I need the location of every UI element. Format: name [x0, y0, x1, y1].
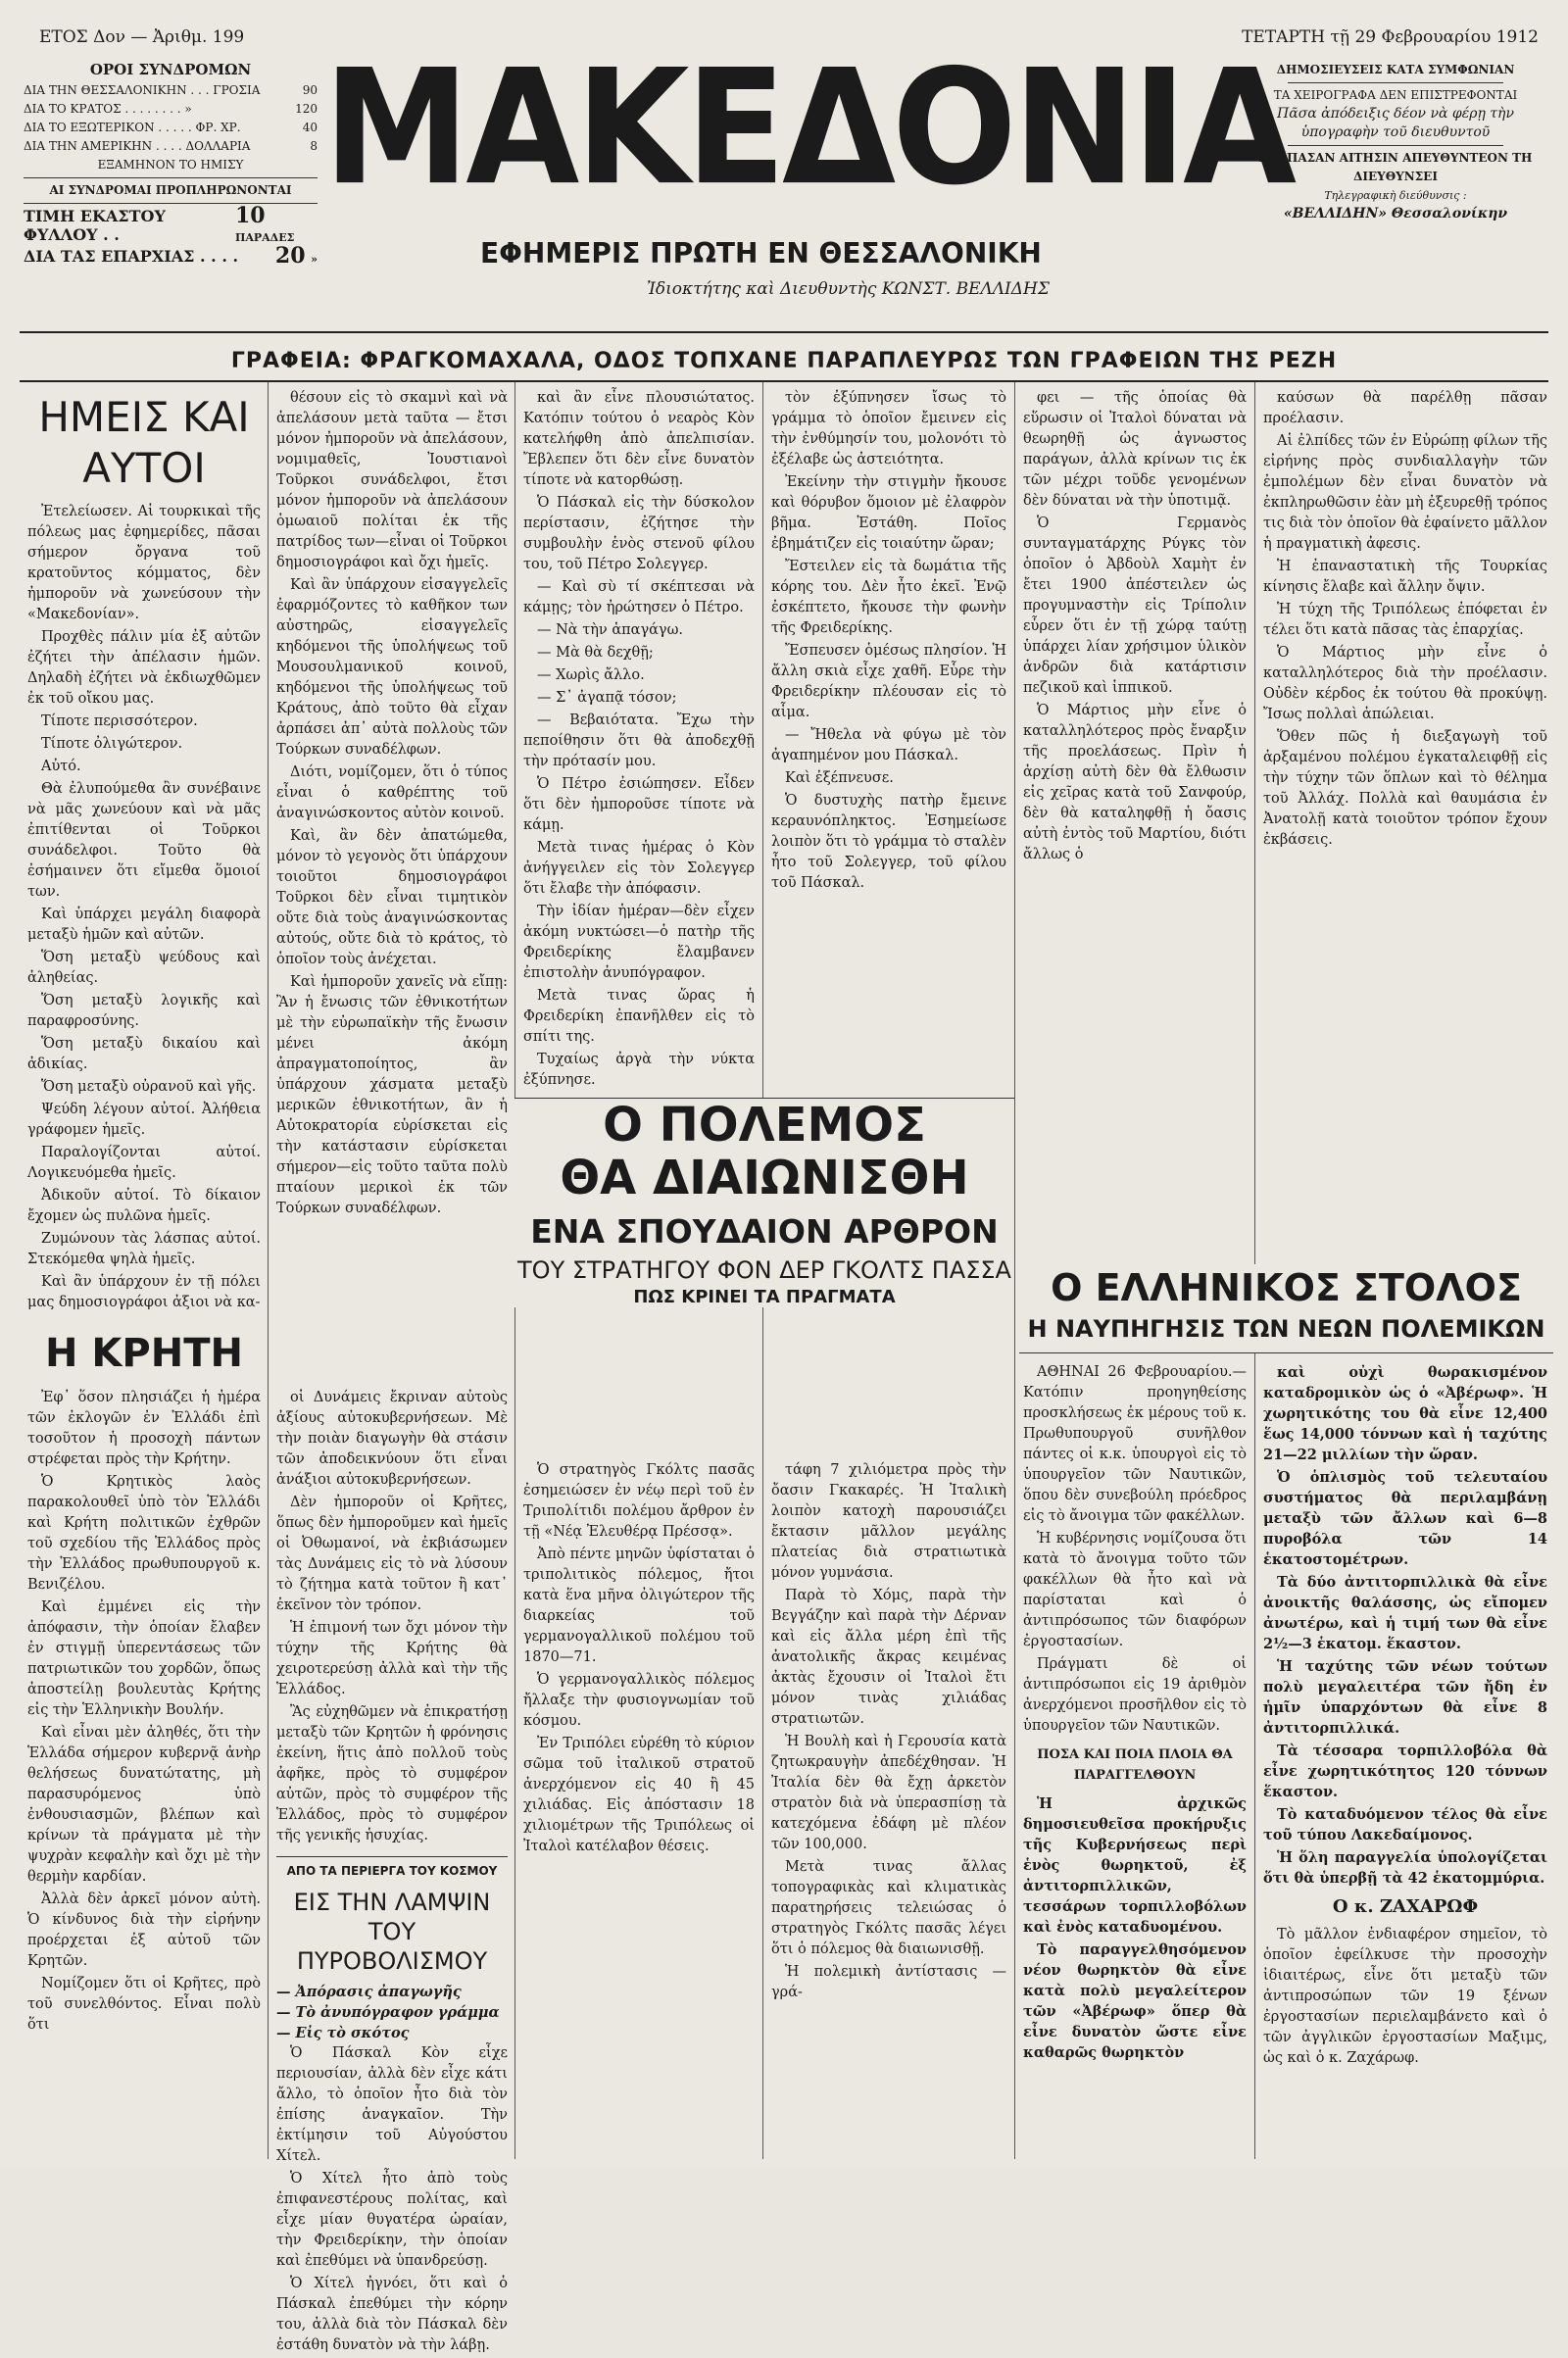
headline-arthron: ΕΝΑ ΣΠΟΥΔΑΙΟΝ ΑΡΘΡΟΝ: [530, 1212, 999, 1251]
paragraph: Ὁ Πάσκαλ εἰς τὴν δύσκολον περίστασιν, ἐζήτησε τὴν συμβουλὴν ἑνὸς στενοῦ φίλου του, τοῦ Πέτρο Σολεγγερ.: [523, 495, 755, 572]
paragraph: — Χωρὶς ἄλλο.: [537, 667, 645, 683]
paragraph: καὶ ἂν εἶνε πλουσιώτατος. Κατόπιν τούτου ὁ νεαρὸς Κὸν κατελήφθη ἀπὸ ἀπελπισίαν. Ἔβλεπεν ὅτι δὲν εἶνε δυνατὸν τίποτε νὰ κατορθώσῃ.: [523, 390, 755, 488]
paragraph: Καὶ ἡμποροῦν χανεῖς νὰ εἴπῃ: Ἂν ἡ ἔνωσις τῶν ἐθνικοτήτων μὲ τὴν εὐρωπαϊκὴν τῆς ἔνωσιν μένει ἀκόμη ἀπραγματοποίητος, ἂν ὑπάρχουν χάσματα μεταξὺ μερικῶν ἐθνικοτήτων, ἂν ἡ Αὐτοκρατορία εὑρίσκεται εἰς τὴν κατάστασιν εὑρίσκεται σήμερον—εἰς τοῦτο ταῦτα πολὺ πταίουν μερικοὶ ἐκ τῶν Τούρκων συναδέλφων.: [276, 974, 508, 1216]
paragraph: τὸν ἐξύπνησεν ἴσως τὸ γράμμα τὸ ὁποῖον ἔμεινεν εἰς τὴν ἐνθύμησίν του, μολονότι τὸ ἐξέλαβε ὡς ἀστειότητα.: [771, 390, 1006, 467]
paragraph: Τὴν ἰδίαν ἡμέραν—δὲν εἶχεν ἀκόμη νυκτώσει—ὁ πατὴρ τῆς Φρειδερίκης ἔλαμβανεν ἐπιστολὴν ἀνυπόγραφον.: [523, 904, 755, 981]
paragraph: καύσων θὰ παρέλθῃ πᾶσαν προέλασιν.: [1263, 390, 1547, 426]
paragraph: Ὅση μεταξὺ λογικῆς καὶ παραφροσύνης.: [27, 993, 261, 1029]
paragraph: Ἡ ἐπιμονή των ὄχι μόνον τὴν τύχην τῆς Κρήτης θὰ χειροτερεύσῃ ἀλλὰ καὶ τὴν τῆς Ἑλλάδος.: [276, 1620, 508, 1697]
paragraph: Ὁ Κρητικὸς λαὸς παρακολουθεῖ ὑπὸ τὸν Ἑλλάδι καὶ Κρήτη πολιτικῶν ἐχθρῶν τοῦ σχεδίου τῆς Ἑλλάδος πρὸς τὴν Ἑλλάδος πρωθυπουργοῦ κ. Βενιζέλου.: [27, 1474, 261, 1593]
subscription-box: [24, 61, 318, 269]
paragraph: Αἱ ἐλπίδες τῶν ἐν Εὐρώπῃ φίλων τῆς εἰρήνης πρὸς συνδιαλλαγὴν τῶν ἐμπολέμων δὲν εἶναι δυνατὸν νὰ ἐκπληρωθῶσιν ἐὰν μὴ ἐξευρεθῇ τρόπος τις διὰ τὸν ὁποῖον θὰ ἐφαίνετο μᾶλλον ἡ πραγματικὴ ἀφεσις.: [1263, 433, 1547, 552]
paragraph: Ἀδικοῦν αὐτοί. Τὸ δίκαιον ἔχομεν ὡς πυλῶνα ἡμεῖς.: [27, 1188, 261, 1224]
subscription-row: ΔΙΑ ΤΗΝ ΘΕΣΣΑΛΟΝΙΚΗΝ . . . ΓΡΟΣΙΑ 90: [24, 83, 318, 97]
headline-krinei: ΠΩΣ ΚΡΙΝΕΙ ΤΑ ΠΡΑΓΜΑΤΑ: [633, 1287, 896, 1307]
subscription-row: ΔΙΑ ΤΗΝ ΑΜΕΡΙΚΗΝ . . . . ΔΟΛΛΑΡΙΑ 8: [24, 139, 318, 153]
paragraph: Ἐτελείωσεν. Αἱ τουρκικαὶ τῆς πόλεως μας ἐφημερίδες, πᾶσαι σήμερον ὄργανα τοῦ κρατοῦντος κόμματος, δὲν ἠμποροῦν νὰ χωνεύσουν τὴν «Μακεδονίαν».: [27, 504, 261, 622]
paragraph: Ὁ Μάρτιος μὴν εἶνε ὁ καταλληλότερος διὰ τὴν προέλασιν. Οὐδὲν κέρδος ἐκ τούτου θὰ προκύψῃ. Ἴσως πολλαὶ ἀπώλειαι.: [1263, 645, 1547, 722]
subscription-row: ΔΙΑ ΤΟ ΚΡΑΤΟΣ . . . . . . . . » 120: [24, 102, 318, 116]
paragraph: Ὁ Χίτελ ἠγνόει, ὅτι καὶ ὁ Πάσκαλ ἐπεθύμει τὴν κόρην του, ἀλλὰ διὰ τὸν Πάσκαλ δὲν ἐστάθη δυνατὸν νὰ τὴν λάβῃ.: [276, 2276, 508, 2353]
paragraph: Ἔσπευσεν ὁμέσως πλησίον. Ἡ ἄλλη σκιὰ εἶχε χαθῆ. Εὗρε τὴν Φρειδερίκην πλέουσαν εἰς τὸ αἷμα.: [771, 643, 1006, 720]
paragraph: Ὁ Πάσκαλ Κὸν εἶχε περιουσίαν, ἀλλὰ δὲν εἶχε κάτι ἄλλο, τὸ ὁποῖον ἦτο διὰ τὸν ἐπίσης ἀναγκαῖον. Τὴν ἐκτίμησιν τοῦ Αὐγούστου Χίτελ.: [276, 2045, 508, 2164]
paragraph: Ἂς εὐχηθῶμεν νὰ ἐπικρατήσῃ μεταξὺ τῶν Κρητῶν ἡ φρόνησις ἐκείνη, ἥτις ἀπὸ πολλοῦ τοὺς ἀφῆκε, πρὸς τὸ συμφέρον αὐτῶν, πρὸς τὸ συμφέρον τῆς Ἑλλάδος, πρὸς τὸ συμφέρον τῆς γενικῆς ἡσυχίας.: [276, 1704, 508, 1843]
price-provinces: ΔΙΑ ΤΑΣ ΕΠΑΡΧΙΑΣ . . . . 20 »: [24, 243, 318, 269]
column-6-lower: [1263, 1362, 1547, 2071]
section-curiosities: ΑΠΟ ΤΑ ΠΕΡΙΕΡΓΑ ΤΟΥ ΚΟΣΜΟΥ: [286, 1864, 498, 1878]
paragraph: Πράγματι δὲ οἱ ἀντιπρόσωποι εἰς 19 ἀριθμὸν ἀνερχόμενοι προσῆλθον εἰς τὸ ὑπουργεῖον τῶν Ναυτικῶν.: [1023, 1656, 1247, 1734]
paragraph: Ὁ Χίτελ ἦτο ἀπὸ τοὺς ἐπιφανεστέρους πολίτας, καὶ εἶχε μίαν θυγατέρα ὡραίαν, τὴν Φρειδερίκην, τὴν ὁποίαν καὶ ἐπεθύμει νὰ ὑπανδρεύσῃ.: [276, 2171, 508, 2269]
column-3-lower: [523, 1460, 755, 1859]
paragraph: Ὁ ὁπλισμὸς τοῦ τελευταίου συστήματος θὰ περιλαμβάνῃ μεταξὺ τῶν ἄλλων καὶ 6—8 πυροβόλα τῶν 14 ἑκατοστομέτρων.: [1263, 1469, 1547, 1568]
paragraph: Θὰ ἐλυπούμεθα ἂν συνέβαινε νὰ μᾶς χωνεύουν καὶ νὰ μᾶς ἐπιτίθενται οἱ Τοῦρκοι συνάδελφοι. Τοῦτο θὰ ἐσήμαινεν ὅτι εἴμεθα ὅμοιοί των.: [27, 781, 261, 900]
paragraph: ΑΘΗΝΑΙ 26 Φεβρουαρίου.— Κατόπιν προηγηθείσης προσκλήσεως ἐκ μέρους τοῦ κ. Πρωθυπουργοῦ συνῆλθον πάντες οἱ κ.κ. ὑπουργοὶ εἰς τὸ ὑπουργεῖον τῶν Ναυτικῶν, ὅπου δὲν συνεβούλη πρόεδρος εἰς τὸ ἄνοιγμα τῶν φακέλλων.: [1023, 1364, 1247, 1524]
subhead-ploia: ΠΟΣΑ ΚΑΙ ΠΟΙΑ ΠΛΟΙΑ ΘΑ ΠΑΡΑΓΓΕΛΘΟΥΝ: [1037, 1747, 1233, 1783]
paragraph: θέσουν εἰς τὸ σκαμνὶ καὶ νὰ ἀπελάσουν μετὰ ταῦτα — ἔτσι μόνον ἠμποροῦν νὰ ἀπελάσουν, νομιμαθεῖς, Ἰουστιανοὶ Τοῦρκοι συνάδελφοι, ἔτσι μόνον ἠμποροῦν νὰ ἀπελάσουν ὁμωαιοῦ πολίται ἐκ τῆς πατρίδος των—εἶναι οἱ Τοῦρκοι δημοσιογράφοι καὶ ὄχι ἡμεῖς.: [276, 390, 508, 570]
paragraph: Ὅση μεταξὺ δικαίου καὶ ἀδικίας.: [27, 1036, 261, 1072]
prepaid-note: ΑΙ ΣΥΝΔΡΟΜΑΙ ΠΡΟΠΛΗΡΩΝΟΝΤΑΙ: [49, 183, 292, 197]
paragraph: Ἔστειλεν εἰς τὰ δωμάτια τῆς κόρης του. Δὲν ἦτο ἐκεῖ. Ἐνῷ ἐσκέπτετο, ἤκουσε τὴν φωνὴν τῆς Φρειδερίκης.: [771, 559, 1006, 636]
paragraph: Τὸ παραγγελθησόμενον νέον θωρηκτὸν θὰ εἶνε κατὰ πολὺ μεγαλείτερον τῶν «Ἀβέρωφ» ὅπερ θὰ εἶνε δυνατὸν ὥστε εἶνε καθαρῶς θωρηκτὸν: [1023, 1941, 1247, 2061]
paragraph: Τίποτε ὀλιγώτερον.: [41, 736, 183, 752]
headline-goltz: ΤΟΥ ΣΤΡΑΤΗΓΟΥ ΦΟΝ ΔΕΡ ΓΚΟΛΤΣ ΠΑΣΣΑ: [517, 1256, 1011, 1284]
paragraph: Ὅθεν πῶς ἡ διεξαγωγὴ τοῦ ἀρξαμένου πολέμου ἐγκαταλειφθῇ εἰς τὴν τύχην τῶν ὅπλων καὶ τὸ θέλημα τοῦ Ἀλλάχ. Πολλὰ καὶ θαυμάσια ἐν Ἀνατολῇ κατὰ τοιοῦτον τρόπον ἔχουν ἐκβάσεις.: [1263, 729, 1547, 848]
headline-stolos: Ο ΕΛΛΗΝΙΚΟΣ ΣΤΟΛΟΣ: [1051, 1266, 1522, 1309]
war-headline-block: [514, 1098, 1014, 1307]
masthead: [323, 36, 1294, 299]
newspaper-title: ΜΑΚΕΔΟΝΙΑ: [323, 36, 1294, 221]
paragraph: Ὁ γερμανογαλλικὸς πόλεμος ἤλλαξε τὴν φυσιογνωμίαν τοῦ κόσμου.: [523, 1672, 755, 1729]
paragraph: — Ἤθελα νὰ φύγω μὲ τὸν ἀγαπημένον μου Πάσκαλ.: [771, 727, 1006, 763]
paragraph: Ἐφ᾽ ὅσον πλησιάζει ἡ ἡμέρα τῶν ἐκλογῶν ἐν Ἑλλάδι ἐπὶ τοσοῦτον ἡ προσοχὴ πάντων στρέφεται πρὸς τὴν Κρήτην.: [27, 1390, 261, 1467]
paragraph: Καὶ ἐξέπνευσε.: [785, 770, 894, 786]
paragraph: — Νὰ τὴν ἁπαγάγω.: [537, 622, 684, 638]
paragraph: Μετὰ τινας ἄλλας τοπογραφικὰς καὶ κλιματικὰς παρατηρήσεις τελειώσας ὁ στρατηγὸς Γκόλτς πασᾶς λέγει ὅτι ὁ πόλεμος θὰ διαιωνισθῇ.: [771, 1859, 1006, 1957]
paragraph: Προχθὲς πάλιν μία ἐξ αὐτῶν ἐζήτει τὴν ἀπέλασιν ἡμῶν. Δηλαδὴ ἐζήτει νὰ ἐκδιωχθῶμεν ἐκ τοῦ οἴκου μας.: [27, 629, 261, 707]
paragraph: Τὰ δύο ἀντιτορπιλλικὰ θὰ εἶνε ἀνοικτῆς θαλάσσης, ὡς εἴπομεν ἀνωτέρω, καὶ ἡ τιμή των θὰ εἶνε 2½—3 ἑκατομ. ἕκαστον.: [1263, 1574, 1547, 1652]
fleet-article: [1019, 1264, 1553, 1353]
column-1: [27, 388, 261, 2038]
paragraph: Καὶ εἶναι μὲν ἀληθές, ὅτι τὴν Ἑλλάδα σήμερον κυβερνᾷ ἀνὴρ θελήσεως δυνατώτατης, μὴ παρασυρόμενος ὑπὸ ἐνθουσιασμῶν, βλέπων καὶ κρίνων τὰ πράγματα μὲ τὴν ψυχρὰν κεφαλὴν καὶ ὄχι μὲ τὴν θερμὴν καρδίαν.: [27, 1725, 261, 1885]
issue-info: ΕΤΟΣ Δον — Ἀριθμ. 199: [39, 27, 245, 47]
paragraph: Διότι, νομίζομεν, ὅτι ὁ τύπος εἶναι ὁ καθρέπτης τοῦ ἀναγινώσκοντος αὐτὸν κοινοῦ.: [276, 764, 508, 821]
paragraph: Νομίζομεν ὅτι οἱ Κρῆτες, πρὸ τοῦ συνελθόντος. Εἶναι πολὺ ὅτι: [27, 1976, 261, 2033]
issue-date: ΤΕΤΑΡΤΗ τῇ 29 Φεβρουαρίου 1912: [1242, 27, 1539, 47]
paragraph: Ὁ Πέτρο ἐσιώπησεν. Εἶδεν ὅτι δὲν ἠμποροῦσε τίποτε νὰ κάμῃ.: [523, 776, 755, 833]
notice-box: ΔΗΜΟΣΙΕΥΣΕΙΣ ΚΑΤΑ ΣΥΜΦΩΝΙΑΝ ΤΑ ΧΕΙΡΟΓΡΑΦΑ ΔΕΝ ΕΠΙΣΤΡΕΦΟΝΤΑΙ Πᾶσα ἀπόδειξις δέον νὰ φέρῃ τὴν ὑπογραφὴν τοῦ διευθυντοῦ ΔΙΑ ΠΑΣΑΝ ΑΙΤΗΣΙΝ ΑΠΕΥΘΥΝΤΕΟΝ ΤΗ ΔΙΕΥΘΥΝΣΕΙ Τηλεγραφικὴ διεύθυνσις : «ΒΕΛΛΙΔΗΝ» Θεσσαλονίκην: [1258, 63, 1533, 221]
column-3: [523, 388, 755, 1093]
paragraph: — Βεβαιότατα. Ἔχω τὴν πεποίθησιν ὅτι θὰ ἀποδεχθῇ τὴν πρότασίν μου.: [523, 712, 755, 769]
column-5-lower: [1023, 1362, 1247, 2065]
paragraph: Ἡ ταχύτης τῶν νέων τούτων πολὺ μεγαλειτέρα τῶν ἤδη ἐν ἡμῖν ὑπαρχόντων θὰ εἶνε 8 ἀντιτορπιλλικά.: [1263, 1658, 1547, 1737]
paragraph: Τὰ τέσσαρα τορπιλλοβόλα θὰ εἶνε χωρητικότητος 120 τόννων ἕκαστον.: [1263, 1743, 1547, 1800]
owner-line: Ἰδιοκτήτης καὶ Διευθυντὴς ΚΩΝΣΤ. ΒΕΛΛΙΔΗΣ: [647, 279, 1050, 299]
paragraph: Ὅση μεταξὺ ψεύδους καὶ ἀληθείας.: [27, 950, 261, 986]
paragraph: Ὁ Μάρτιος μὴν εἶνε ὁ καταλληλότερος πρὸς ἔναρξιν τῆς προελάσεως. Πρὶν ἡ ἀρχίσῃ αὐτὴ δὲν θὰ ἔλθωσιν εἰς χεῖρας κατὰ τοῦ Σανφούρ, δὲν θὰ καταληφθῇ ἡ ὄασις αὐτὴ ἐντὸς τοῦ Μαρτίου, διότι ἄλλως ὁ: [1023, 703, 1247, 862]
paragraph: Τὸ καταδυόμενον τέλος θὰ εἶνε τοῦ τύπου Λακεδαίμονος.: [1263, 1806, 1547, 1843]
paragraph: Τυχαίως ἀργὰ τὴν νύκτα ἐξύπνησε.: [523, 1052, 755, 1088]
paragraph: — Μὰ θὰ δεχθῇ;: [537, 645, 654, 661]
divider: [20, 380, 1548, 382]
paragraph: — Σ᾽ ἀγαπᾷ τόσον;: [537, 690, 677, 706]
headline-kriti: Η ΚΡΗΤΗ: [45, 1331, 243, 1376]
paragraph: Ἀπὸ πέντε μηνῶν ὑφίσταται ὁ τριπολιτικὸς πόλεμος, ἤτοι κατὰ ἕνα μῆνα ὀλιγώτερον τῆς διαρκείας τοῦ γερμανογαλλικοῦ πολέμου τοῦ 1870—71.: [523, 1547, 755, 1665]
column-4: [771, 388, 1006, 896]
paragraph: Μετὰ τινας ὥρας ἡ Φρειδερίκη ἐπανῆλθεν εἰς τὸ σπίτι της.: [523, 988, 755, 1045]
paragraph: Ἀλλὰ δὲν ἀρκεῖ μόνον αὐτὴ. Ὁ κίνδυνος διὰ τὴν εἰρήνην προέρχεται ἐξ αὐτοῦ τῶν Κρητῶν.: [27, 1891, 261, 1969]
column-4-lower: [771, 1460, 1006, 2005]
paragraph: Ἡ κυβέρνησις νομίζουσα ὅτι κατὰ τὸ ἄνοιγμα τοῦτο τῶν φακέλλων θὰ ἦτο καὶ νὰ παρίσταται καὶ ὁ ἀντιπρόσωπος τῶν διαφόρων ἐργοστασίων.: [1023, 1531, 1247, 1649]
paragraph: φει — τῆς ὁποίας θὰ εὕρωσιν οἱ Ἰταλοὶ δύναται νὰ θεωρηθῇ ὡς ἀγνωστος παράγων, ἀλλὰ κρίνων τις ἐκ τῶν μέχρι τοῦδε γενομένων δὲν δύναται νὰ τὴν ὑποτιμᾷ.: [1023, 390, 1247, 509]
half-year-note: ΕΞΑΜΗΝΟΝ ΤΟ ΗΜΙΣΥ: [97, 158, 244, 172]
headline-emeis: ΗΜΕΙΣ ΚΑΙ ΑΥΤΟΙ: [38, 393, 250, 492]
paragraph: Ἡ ὅλη παραγγελία ὑπολογίζεται ὅτι θὰ ὑπερβῇ τὰ 42 ἑκατομμύρια.: [1263, 1849, 1547, 1887]
subscription-row: ΔΙΑ ΤΟ ΕΞΩΤΕΡΙΚΟΝ . . . . . ΦΡ. ΧΡ. 40: [24, 121, 318, 134]
paragraph: Ἡ Βουλὴ καὶ ἡ Γερουσία κατὰ ζητωκραυγὴν ἀπεδέχθησαν. Ἡ Ἰταλία δὲν θὰ ἔχῃ ἀρκετὸν στρατὸν διὰ νὰ ὑπερασπίσῃ τὰ κατεχόμενα ἐδάφη μὲ πλέον τῶν 100,000.: [771, 1734, 1006, 1852]
column-5: [1023, 388, 1247, 867]
headline-polemos: Ο ΠΟΛΕΜΟΣ: [603, 1098, 926, 1153]
paragraph: Ἐκείνην τὴν στιγμὴν ἤκουσε καὶ θόρυβον ὅμοιον μὲ ἐλαφρὸν βῆμα. Ἐστάθη. Ποῖος ἐβημάτιζεν εἰς τοιαύτην ὥραν;: [771, 474, 1006, 552]
headline-diaionisthi: ΘΑ ΔΙΑΙΩΝΙΣΘΗ: [560, 1151, 969, 1205]
paragraph: Δὲν ἠμποροῦν οἱ Κρῆτες, ὅπως δὲν ἠμποροῦμεν καὶ ἡμεῖς οἱ Ὀθωμανοί, νὰ ἐκβιάσωμεν τὰς Δυνάμεις εἰς τὸ νὰ λύσουν τὸ ζήτημα κατὰ τοῦτον ἢ κατ᾽ ἐκεῖνον τὸν τρόπον.: [276, 1495, 508, 1613]
paragraph: Καὶ ἂν ὑπάρχουν ἐν τῇ πόλει μας δημοσιογράφοι ἀξιοι νὰ κα-: [27, 1274, 261, 1310]
paragraph: Καὶ ὑπάρχει μεγάλη διαφορὰ μεταξὺ ἡμῶν καὶ αὐτῶν.: [27, 907, 261, 943]
paragraph: Καὶ ἂν ὑπάρχουν εἰσαγγελεῖς ἐφαρμόζοντες τὸ καθῆκον των αὐστηρῶς, εἰσαγγελεῖς κηδόμενοι τῆς ὑπολήψεως τοῦ Μουσουλμανικοῦ κοινοῦ, κηδόμενοι τῆς ὑπολήψεως τοῦ Κράτους, ἀπὸ τοῦτο θὰ εἶχαν ἀρπάσει ἀπ᾽ αὐτὰ πολλοὺς τῶν Τούρκων συναδέλφων.: [276, 577, 508, 758]
price-city: ΤΙΜΗ ΕΚΑΣΤΟΥ ΦΥΛΛΟΥ . . 10 ΠΑΡΑΔΕΣ: [24, 203, 295, 244]
paragraph: Ὁ Γερμανὸς συνταγματάρχης Ρύγκς τὸν ὁποῖον ὁ Ἀβδοὺλ Χαμὴτ ἐν ἔτει 1900 ἀπέστειλεν ὡς προγυμναστὴν εἰς Τρίπολιν εὗρεν ὅτι ἐν τῇ χώρᾳ ταύτῃ ὑπάρχει λίαν χρήσιμον ὑλικὸν ἀνδρῶν διὰ κατάρτισιν πεζικοῦ καὶ ἱππικοῦ.: [1023, 516, 1247, 696]
paragraph: τάφη 7 χιλιόμετρα πρὸς τὴν ὄασιν Γκακαρές. Ἡ Ἰταλικὴ λοιπὸν κατοχὴ παρουσιάζει ἔκτασιν μᾶλλον μεγάλης πλατείας διὰ στρατιωτικὰ μόνον γυμνάσια.: [771, 1462, 1006, 1581]
paragraph: Ἡ τύχη τῆς Τριπόλεως ἐπόφεται ἐν τέλει ὅτι κατὰ πᾶσας τὰς ἐπαρχίας.: [1263, 602, 1547, 638]
paragraph: Ἐν Τριπόλει εὑρέθη τὸ κύριον σῶμα τοῦ ἰταλικοῦ στρατοῦ ἀνερχόμενον εἰς 40 ἢ 45 χιλιάδας. Εἰς ἀπόστασιν 18 χιλιομέτρων τῆς Τριπόλεως οἱ Ἰταλοὶ κατέλαβον θέσεις.: [523, 1736, 755, 1854]
headline-lampsin: ΕΙΣ ΤΗΝ ΛΑΜΨΙΝ ΤΟΥ ΠΥΡΟΒΟΛΙΣΜΟΥ: [293, 1889, 491, 1975]
paragraph: Ἡ πολεμικὴ ἀντίστασις — γρά-: [771, 1964, 1006, 2000]
paragraph: Ψεύδη λέγουν αὐτοί. Ἀλήθεια γράφομεν ἡμεῖς.: [27, 1102, 261, 1138]
paragraph: Ὁ στρατηγὸς Γκόλτς πασᾶς ἐσημειώσεν ἐν νέῳ περὶ τοῦ ἐν Τριπολίτιδι πολέμου ἄρθρον ἐν τῇ «Νέᾳ Ἐλευθέρᾳ Πρέσσᾳ».: [523, 1462, 755, 1540]
paragraph: Ζυμώνουν τὰς λάσπας αὐτοί. Στεκόμεθα ψηλὰ ἡμεῖς.: [27, 1231, 261, 1267]
paragraph: Τὸ μᾶλλον ἐνδιαφέρον σημεῖον, τὸ ὁποῖον ἐφείλκυσε τὴν προσοχὴν ἰδιαιτέρως, εἶνε ὅτι μεταξὺ τῶν ἀντιπροσώπων τῶν 19 ξένων ἐργοστασίων περιελαμβάνετο καὶ ὁ τῶν ἀγγλικῶν ἐργοστασίων Μαξιμς, ὡς καὶ ὁ κ. Ζαχάρωφ.: [1263, 1927, 1547, 2066]
column-2: θέσουν εἰς τὸ σκαμνὶ καὶ νὰ ἀπελάσουν μετὰ ταῦτα — ἔτσι μόνον ἠμποροῦν νὰ ἀπελάσουν, νομιμαθεῖς, Ἰουστιανοὶ Τοῦρκοι συνάδελφοι, ἔτσι μόνον ἠμποροῦν νὰ ἀπελάσουν ὁμωαιοῦ πολίται ἐκ τῆς πατρίδος των—εἶναι οἱ Τοῦρκοι δημοσιογράφοι καὶ ὄχι ἡμεῖς. Καὶ ἂν ὑπάρχουν εἰσαγγελεῖς ἐφαρμόζοντες τὸ καθῆκον των αὐστηρῶς, εἰσαγγελεῖς κηδόμενοι τῆς ὑπολήψεως τοῦ Μουσουλμανικοῦ κοινοῦ, κηδόμενοι τῆς ὑπολήψεως τοῦ Κράτους, ἀπὸ τοῦτο θὰ εἶχαν ἀρπάσει ἀπ᾽ αὐτὰ πολλοὺς τῶν Τούρκων συναδέλφων. Διότι, νομίζομεν, ὅτι ὁ τύπος εἶναι ὁ καθρέπτης τοῦ ἀναγινώσκοντος αὐτὸν κοινοῦ. Καὶ, ἂν δὲν ἀπατώμεθα, μόνον τὸ γεγονὸς ὅτι ὑπάρχουν τοιοῦτοι δημοσιογράφοι Τοῦρκοι δὲν εἶναι τιμητικὸν οὔτε διὰ τοὺς ἀναγινώσκοντας αὐτούς, οὔτε διὰ τὸ κράτος, τὸ ὁποῖον τοὺς ἀνέχεται. Καὶ ἡμποροῦν χανεῖς νὰ εἴπῃ: Ἂν ἡ ἔνωσις τῶν ἐθνικοτήτων μὲ τὴν εὐρωπαϊκὴν τῆς ἔνωσιν μένει ἀκόμη ἀπραγματοποίητος, ἂν ὑπάρχουν χάσματα μεταξὺ μερικῶν ἐθνικοτήτων, ἂν ἡ Αὐτοκρατορία εὑρίσκεται εἰς τὴν κατάστασιν εὑρίσκεται σήμερον—εἰς τοῦτο ταῦτα πολὺ πταίουν μερικοὶ ἐκ τῶν Τούρκων συναδέλφων. οἱ Δυνάμεις ἔκριναν αὐτοὺς ἀξίους αὐτοκυβερνήσεων. Μὲ τὴν ποιὰν διαγωγὴν θὰ στάσιν τῶν ἀποδεικνύουν ὅτι εἶναι ἀνάξιοι αὐτοκυβερνήσεων. Δὲν ἠμποροῦν οἱ Κρῆτες, ὅπως δὲν ἠμποροῦμεν καὶ ἡμεῖς οἱ Ὀθωμανοί, νὰ ἐκβιάσωμεν τὰς Δυνάμεις εἰς τὸ νὰ λύσουν τὸ ζήτημα κατὰ τοῦτον ἢ κατ᾽ ἐκεῖνον τὸν τρόπον. Ἡ ἐπιμονή των ὄχι μόνον τὴν τύχην τῆς Κρήτης θὰ χειροτερεύσῃ ἀλλὰ καὶ τὴν τῆς Ἑλλάδος. Ἂς εὐχηθῶμεν νὰ ἐπικρατήσῃ μεταξὺ τῶν Κρητῶν ἡ φρόνησις ἐκείνη, ἥτις ἀπὸ πολλοῦ τοὺς ἀφῆκε, πρὸς τὸ συμφέρον αὐτῶν, πρὸς τὸ συμφέρον τῆς Ἑλλάδος, πρὸς τὸ συμφέρον τῆς γενικῆς ἡσυχίας. ΑΠΟ ΤΑ ΠΕΡΙΕΡΓΑ ΤΟΥ ΚΟΣΜΟΥ ΕΙΣ ΤΗΝ ΛΑΜΨΙΝ ΤΟΥ ΠΥΡΟΒΟΛΙΣΜΟΥ — Ἀπόρασις ἀπαγωγῆς — Τὸ ἀνυπόγραφον γράμμα — Εἰς τὸ σκότος Ὁ Πάσκαλ Κὸν εἶχε περιουσίαν, ἀλλὰ δὲν εἶχε κάτι ἄλλο, τὸ ὁποῖον ἦτο διὰ τὸν ἐπίσης ἀναγκαῖον. Τὴν ἐκτίμησιν τοῦ Αὐγούστου Χίτελ. Ὁ Χίτελ ἦτο ἀπὸ τοὺς ἐπιφανεστέρους πολίτας, καὶ εἶχε μίαν θυγατέρα ὡραίαν, τὴν Φρειδερίκην, τὴν ὁποίαν καὶ ἐπεθύμει νὰ ὑπανδρεύσῃ. Ὁ Χίτελ ἠγνόει, ὅτι καὶ ὁ Πάσκαλ ἐπεθύμει τὴν κόρην του, ἀλλὰ διὰ τὸν Πάσκαλ δὲν ἐστάθη δυνατὸν νὰ τὴν λάβῃ.: [276, 388, 508, 2358]
offices-line: ΓΡΑΦΕΙΑ: ΦΡΑΓΚΟΜΑΧΑΛΑ, ΟΔΟΣ ΤΟΠΧΑΝΕ ΠΑΡΑΠΛΕΥΡΩΣ ΤΩΝ ΓΡΑΦΕΙΩΝ ΤΗΣ ΡΕΖΗ: [230, 349, 1338, 373]
divider: [20, 331, 1548, 333]
paragraph: Ἡ ἀρχικῶς δημοσιευθεῖσα προκήρυξις τῆς Κυβερνήσεως περὶ ἑνὸς θωρηκτοῦ, ἐξ ἀντιτορπιλλικῶν, τεσσάρων τορπιλλοβόλων καὶ ἐνὸς καταδυομένου.: [1023, 1795, 1247, 1936]
paragraph: Τίποτε περισσότερον.: [41, 713, 198, 729]
column-6: [1263, 388, 1547, 853]
paragraph: Παραλογίζονται αὐτοί. Λογικευόμεθα ἡμεῖς.: [27, 1145, 261, 1181]
paragraph: Ὅση μεταξὺ οὐρανοῦ καὶ γῆς.: [41, 1079, 257, 1095]
newspaper-subtitle: ΕΦΗΜΕΡΙΣ ΠΡΩΤΗ ΕΝ ΘΕΣΣΑΛΟΝΙΚΗ: [480, 237, 1042, 270]
paragraph: Μετὰ τινας ἡμέρας ὁ Κὸν ἀνήγγειλεν εἰς τὸν Σολεγγερ ὅτι ἔλαβε τὴν ἀπόφασιν.: [523, 840, 755, 897]
subhead-zacharoff: Ο κ. ΖΑΧΑΡΩΦ: [1332, 1896, 1479, 1917]
paragraph: Καὶ, ἂν δὲν ἀπατώμεθα, μόνον τὸ γεγονὸς ὅτι ὑπάρχουν τοιοῦτοι δημοσιογράφοι Τοῦρκοι δὲν εἶναι τιμητικὸν οὔτε διὰ τοὺς ἀναγινώσκοντας αὐτούς, οὔτε διὰ τὸ κράτος, τὸ ὁποῖον τοὺς ἀνέχεται.: [276, 828, 508, 967]
paragraph: — Καὶ σὺ τί σκέπτεσαι νὰ κάμῃς; τὸν ἠρώτησεν ὁ Πέτρο.: [523, 579, 755, 615]
paragraph: Ἡ ἐπαναστατικὴ τῆς Τουρκίας κίνησις ἔλαβε καὶ ἄλλην ὄψιν.: [1263, 559, 1547, 595]
paragraph: Ὁ δυστυχὴς πατὴρ ἔμεινε κεραυνόπληκτος. Ἐσημείωσε λοιπὸν ὅτι τὸ γράμμα τὸ σταλὲν ἦτο τοῦ Σολεγγερ, τοῦ φίλου τοῦ Πάσκαλ.: [771, 793, 1006, 891]
paragraph: Αὐτό.: [41, 759, 81, 774]
headline-naupigisis: Η ΝΑΥΠΗΓΗΣΙΣ ΤΩΝ ΝΕΩΝ ΠΟΛΕΜΙΚΩΝ: [1019, 1311, 1553, 1353]
paragraph: καὶ οὐχὶ θωρακισμένον καταδρομικὸν ὡς ὁ «Ἀβέρωφ». Ἡ χωρητικότης του θὰ εἶνε 12,400 ἕως 14,000 τόννων καὶ ἡ ταχύτης 21—22 μιλλίων τὴν ὥραν.: [1263, 1364, 1547, 1463]
paragraph: Καὶ ἐμμένει εἰς τὴν ἀπόφασιν, τὴν ὁποίαν ἔλαβεν ἐν στιγμῇ ὑπερεντάσεως τῶν πατριωτικῶν του χορδῶν, ὅπως ἀποστείλῃ βουλευτὰς Κρήτης εἰς τὴν Ἑλληνικὴν Βουλήν.: [27, 1599, 261, 1718]
paragraph: οἱ Δυνάμεις ἔκριναν αὐτοὺς ἀξίους αὐτοκυβερνήσεων. Μὲ τὴν ποιὰν διαγωγὴν θὰ στάσιν τῶν ἀποδεικνύουν ὅτι εἶναι ἀνάξιοι αὐτοκυβερνήσεων.: [276, 1390, 508, 1488]
paragraph: Παρὰ τὸ Χόμς, παρὰ τὴν Βεγγάζην καὶ παρὰ τὴν Δέρναν καὶ εἰς ἄλλα μέρη ἐπὶ τῆς ἀνατολικῆς ἄκρας κειμένας ἀκτὰς ἔχουσιν οἱ Ἰταλοὶ ἔτι μόνον τινὰς χιλιάδας στρατιωτῶν.: [771, 1588, 1006, 1727]
subscription-heading: ΟΡΟΙ ΣΥΝΔΡΟΜΩΝ: [89, 61, 252, 78]
